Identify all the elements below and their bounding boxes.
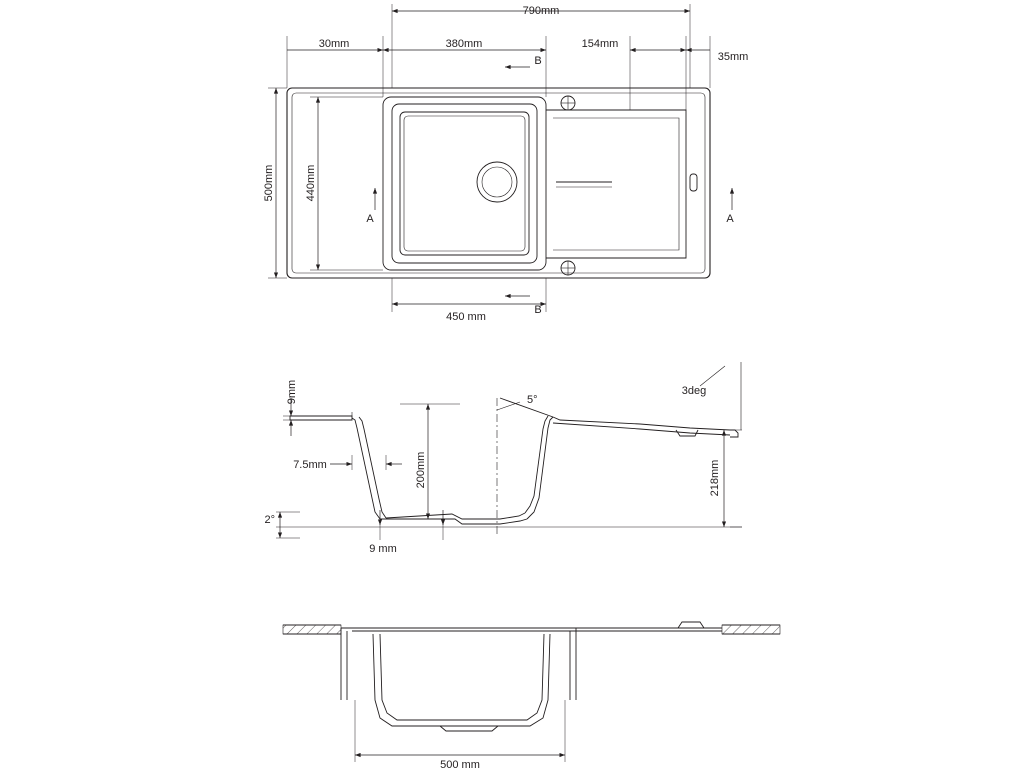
dim-bowl-depth: 440mm (305, 164, 317, 202)
dim-mid: 154mm (581, 38, 619, 50)
section-mark-a-left: A (366, 213, 374, 225)
dim-overall-width: 790mm (522, 5, 560, 17)
dim-slope-bowl: 5° (527, 394, 538, 406)
dim-bottom-thickness: 9 mm (369, 543, 397, 555)
dim-right-height: 218mm (709, 459, 721, 497)
dim-overall-depth: 500mm (263, 164, 275, 202)
section-bb-labels (440, 759, 480, 768)
dim-drain-angle: 3deg (681, 385, 707, 397)
dim-wall-offset: 7.5mm (293, 459, 327, 471)
section-aa-dimensions (276, 398, 742, 540)
section-mark-a-right: A (726, 213, 734, 225)
dim-bowl-width-section: 500 mm (440, 759, 480, 768)
dim-bottom: 450 mm (446, 311, 486, 323)
dim-bowl-width: 380mm (445, 38, 483, 50)
dim-right-margin: 35mm (717, 51, 749, 63)
section-aa-geometry (276, 362, 742, 534)
dim-slope-left: 2° (264, 514, 275, 526)
dim-rim-thickness: 9mm (286, 379, 298, 405)
dim-left-margin: 30mm (318, 38, 350, 50)
top-view-geometry (287, 88, 710, 278)
section-mark-b-top: B (534, 55, 542, 67)
section-aa-labels (264, 380, 721, 555)
section-mark-b-bottom: B (534, 304, 542, 316)
section-bb-geometry (283, 622, 780, 731)
dim-bowl-depth-section: 200mm (415, 451, 427, 489)
